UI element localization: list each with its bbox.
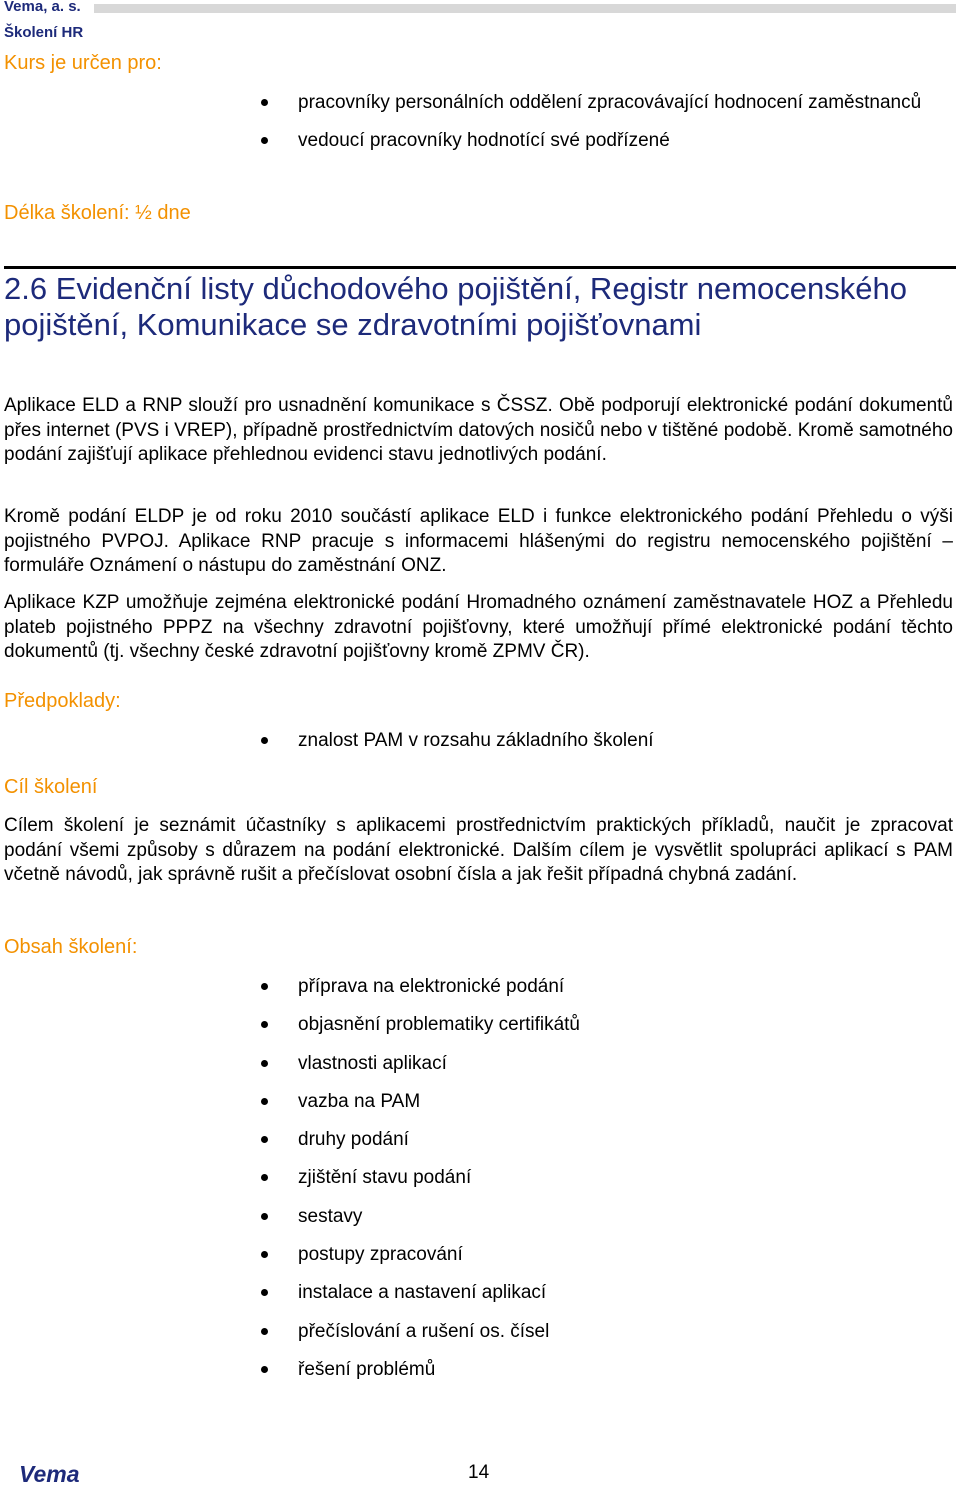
paragraph-kzp: Aplikace KZP umožňuje zejména elektronické podání Hromadného oznámení zaměstnavatele HOZ a Přehledu plateb pojistného PPPZ na všechny zdravotní pojišťovny, které umožňují přímé elektronické podání těchto dokumentů (tj. všechny české zdravotní pojišťovny kromě ZPMV ČR).: [4, 592, 953, 662]
page-number: 14: [468, 1462, 490, 1483]
list-item: znalost PAM v rozsahu základního školení: [0, 728, 956, 753]
goal-label: Cíl školení: [4, 776, 98, 798]
section-title: 2.6 Evidenční listy důchodového pojištění, Registr nemocenského pojištění, Komunikace se zdravotními pojišťovnami: [4, 271, 907, 342]
prerequisites-list: [0, 728, 956, 753]
content-label: Obsah školení:: [4, 936, 138, 958]
content-list: [0, 974, 956, 1382]
list-item: objasnění problematiky certifikátů: [0, 1012, 956, 1037]
vema-logo: [18, 1462, 100, 1486]
list-item: druhy podání: [0, 1127, 956, 1152]
list-item: vlastnosti aplikací: [0, 1051, 956, 1076]
target-label: Kurs je určen pro:: [4, 52, 162, 74]
paragraph-eld-rnp: Aplikace ELD a RNP slouží pro usnadnění komunikace s ČSSZ. Obě podporují elektronické podání dokumentů přes internet (PVS i VREP), případně prostřednictvím datových nosičů nebo v tištěné podobě. Kromě samotného podání zajišťují aplikace přehlednou evidenci stavu jednotlivých podání.: [4, 395, 953, 465]
company-name: Vema, a. s.: [4, 0, 81, 15]
list-item: instalace a nastavení aplikací: [0, 1280, 956, 1305]
list-item: vedoucí pracovníky hodnotící své podřízené: [0, 128, 956, 153]
target-list: [0, 90, 956, 153]
list-item: zjištění stavu podání: [0, 1165, 956, 1190]
duration-label: Délka školení: ½ dne: [4, 202, 191, 224]
section-divider: [4, 266, 956, 269]
list-item: sestavy: [0, 1204, 956, 1229]
list-item: postupy zpracování: [0, 1242, 956, 1267]
department-name: Školení HR: [4, 24, 84, 41]
list-item: pracovníky personálních oddělení zpracovávající hodnocení zaměstnanců: [0, 90, 956, 115]
paragraph-eldp: Kromě podání ELDP je od roku 2010 součástí aplikace ELD i funkce elektronického podání Přehledu o výši pojistného PVPOJ. Aplikace RNP pracuje s informacemi hlášenými do registru nemocenského pojištění – formuláře Oznámení o nástupu do zaměstnání ONZ.: [4, 506, 953, 576]
prerequisites-label: Předpoklady:: [4, 690, 121, 712]
list-item: příprava na elektronické podání: [0, 974, 956, 999]
header-bar: [94, 4, 956, 13]
list-item: přečíslování a rušení os. čísel: [0, 1319, 956, 1344]
vema-logo-text: Vema: [19, 1462, 80, 1486]
list-item: vazba na PAM: [0, 1089, 956, 1114]
list-item: řešení problémů: [0, 1357, 956, 1382]
goal-paragraph: Cílem školení je seznámit účastníky s aplikacemi prostřednictvím praktických příkladů, naučit je zpracovat podání všemi způsoby s důrazem na podání elektronické. Dalším cílem je vysvětlit spolupráci aplikací s PAM včetně návodů, jak správně rušit a přečíslovat osobní čísla a jak řešit případná chybná zadání.: [4, 815, 953, 885]
